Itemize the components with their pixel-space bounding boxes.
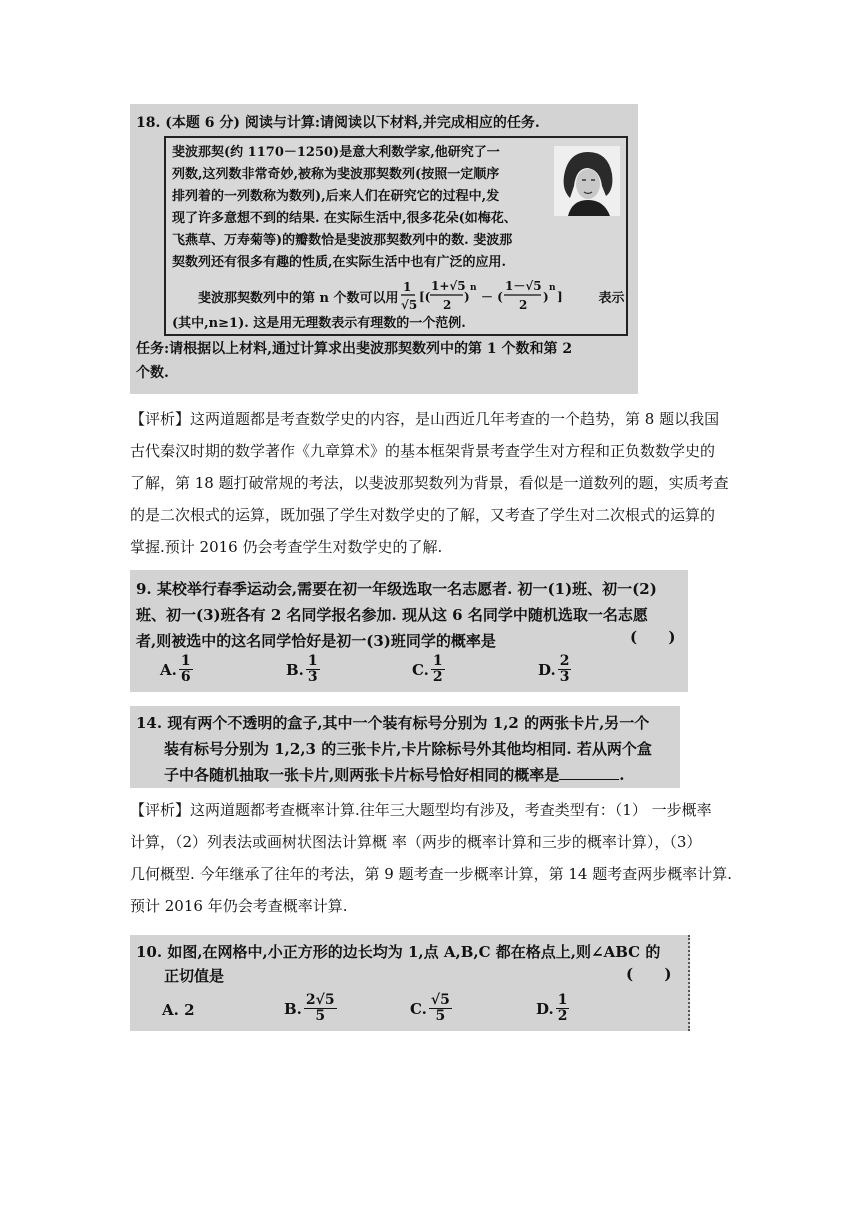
question-18-header: 18. (本题 6 分) 阅读与计算:请阅读以下材料,并完成相应的任务.	[136, 115, 540, 131]
question-14-text	[136, 710, 652, 788]
svg-text:n: n	[548, 283, 556, 293]
fraction: $\frac{1}{3}$	[307, 653, 318, 685]
analysis-line: 了解，第 18 题打破常规的考法，以斐波那契数列为背景，看似是一道数列的题，实质考查	[130, 474, 729, 492]
svg-text:]: ]	[556, 290, 563, 304]
option-a: A. $\frac{1}{6}$	[160, 653, 191, 685]
material-line: 现了许多意想不到的结果. 在实际生活中,很多花朵(如梅花、	[172, 211, 517, 226]
option-b: B. $\frac{1}{3}$	[286, 653, 318, 685]
material-line: 飞燕草、万寿菊等)的瓣数恰是斐波那契数列中的数. 斐波那	[172, 233, 513, 248]
task-line: 个数.	[136, 365, 169, 381]
analysis-line: 古代秦汉时期的数学著作《九章算术》的基本框架背景考查学生对方程和正负数数学史的	[130, 442, 716, 460]
question-line: 装有标号分别为 1,2,3 的三张卡片,卡片除标号外其他均相同. 若从两个盒	[164, 740, 652, 758]
formula-note: (其中,n≥1). 这是用无理数表示有理数的一个范例.	[172, 316, 466, 331]
analysis-line: 几何概型. 今年继承了往年的考法，第 9 题考查一步概率计算，第 14 题考查两步概率计算.	[130, 865, 733, 883]
analysis-line: 【评析】这两道题都是考查数学史的内容，是山西近几年考查的一个趋势，第 8 题以我国	[130, 410, 720, 428]
fraction: $\frac{√5}{5}$	[430, 992, 450, 1024]
svg-text:1+√5: 1+√5	[430, 279, 466, 293]
question-10-line2: 正切值是	[164, 967, 225, 985]
analysis-line: 计算，（2）列表法或画树状图法计算概 率（两步的概率计算和三步的概率计算），（3）	[130, 833, 702, 851]
material-line: 斐波那契(约 1170－1250)是意大利数学家,他研究了一	[172, 145, 500, 160]
analysis-paragraph-1	[130, 403, 750, 563]
fibonacci-formula	[401, 278, 597, 314]
question-line: 子中各随机抽取一张卡片,则两张卡片标号恰好相同的概率是 .	[136, 762, 652, 788]
formula-prefix: 斐波那契数列中的第 n 个数可以用	[198, 290, 399, 306]
analysis-line: 的是二次根式的运算，既加强了学生对数学史的了解，又考查了学生对二次根式的运算的	[130, 506, 716, 524]
analysis-line: 预计 2016 年仍会考查概率计算.	[130, 897, 348, 915]
answer-paren: ( )	[626, 965, 672, 983]
question-9-block	[130, 570, 688, 692]
fibonacci-portrait	[554, 146, 620, 216]
svg-text:2: 2	[442, 298, 451, 312]
fraction: $\frac{1}{2}$	[557, 992, 568, 1024]
material-text	[172, 142, 517, 274]
material-line: 列数,这列数非常奇妙,被称为斐波那契数列(按照一定顺序	[172, 167, 500, 182]
task-line: 任务:请根据以上材料,通过计算求出斐波那契数列中的第 1 个数和第 2	[136, 341, 573, 357]
svg-text:－ (: － (	[480, 290, 503, 304]
option-a: A. 2	[162, 1001, 195, 1019]
fraction: $\frac{1}{6}$	[180, 653, 191, 685]
svg-text:): )	[463, 290, 470, 304]
svg-text:√5: √5	[400, 298, 417, 312]
question-18-block	[130, 104, 638, 394]
material-line: 契数列还有很多有趣的性质,在实际生活中也有广泛的应用.	[172, 255, 507, 270]
fraction: $\frac{1}{2}$	[432, 653, 443, 685]
question-14-block	[130, 706, 680, 788]
material-line: 排列着的一列数称为数列),后来人们在研究它的过程中,发	[172, 189, 500, 204]
option-d: D. $\frac{2}{3}$	[538, 653, 570, 685]
fraction: $\frac{2√5}{5}$	[305, 992, 335, 1024]
question-line: 班、初一(3)班各有 2 名同学报名参加. 现从这 6 名同学中随机选取一名志愿	[136, 606, 648, 624]
material-box	[164, 136, 628, 336]
question-10-block	[130, 935, 690, 1031]
answer-blank	[559, 763, 619, 780]
svg-text:1－√5: 1－√5	[504, 279, 542, 293]
option-b: B. $\frac{2√5}{5}$	[284, 992, 335, 1024]
svg-text:[(: [(	[418, 290, 430, 304]
analysis-line: 掌握.预计 2016 仍会考查学生对数学史的了解.	[130, 538, 443, 556]
question-line: 9. 某校举行春季运动会,需要在初一年级选取一名志愿者. 初一(1)班、初一(2)	[136, 580, 657, 598]
question-9-text	[136, 576, 657, 654]
question-line: 14. 现有两个不透明的盒子,其中一个装有标号分别为 1,2 的两张卡片,另一个	[136, 714, 650, 732]
analysis-line: 【评析】这两道题都考查概率计算.往年三大题型均有涉及，考查类型有：（1） 一步概率	[130, 801, 712, 819]
svg-text:): )	[542, 290, 549, 304]
question-10-line1: 10. 如图,在网格中,小正方形的边长均为 1,点 A,B,C 都在格点上,则∠ABC 的	[136, 943, 661, 961]
question-line: 者,则被选中的这名同学恰好是初一(3)班同学的概率是	[136, 632, 496, 650]
formula-suffix: 表示	[598, 290, 625, 306]
option-d: D. $\frac{1}{2}$	[536, 992, 568, 1024]
svg-text:n: n	[469, 283, 477, 293]
svg-text:1: 1	[402, 280, 411, 294]
analysis-paragraph-2	[130, 794, 750, 922]
option-c: C. $\frac{√5}{5}$	[410, 992, 450, 1024]
formula-line	[198, 278, 625, 314]
option-c: C. $\frac{1}{2}$	[412, 653, 443, 685]
answer-paren: ( )	[630, 628, 676, 646]
svg-text:2: 2	[518, 298, 527, 312]
fraction: $\frac{2}{3}$	[559, 653, 570, 685]
